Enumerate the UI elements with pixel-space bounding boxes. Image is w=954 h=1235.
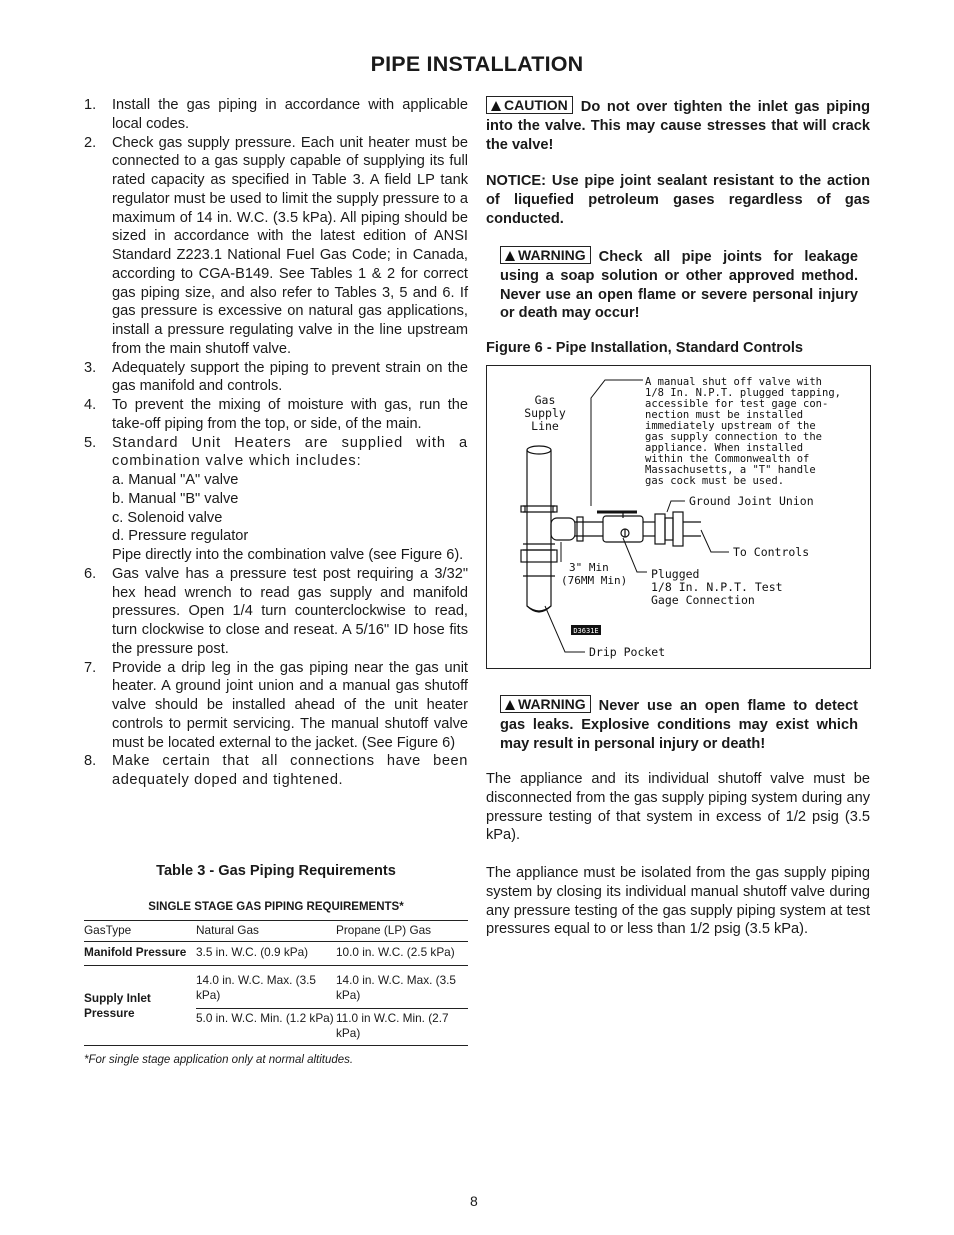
figure-caption: Figure 6 - Pipe Installation, Standard Controls	[486, 340, 804, 356]
table-cell: 10.0 in. W.C. (2.5 kPa)	[336, 942, 468, 966]
table-title: Table 3 - Gas Piping Requirements	[156, 863, 396, 879]
column-header: Propane (LP) Gas	[336, 921, 468, 942]
gas-supply-label: Line	[531, 419, 559, 433]
gas-supply-label: Supply	[524, 406, 566, 420]
svg-text:gas cock must be used.: gas cock must be used.	[645, 475, 785, 487]
warning-block-open-flame: WARNING Never use an open flame to detect gas leaks. Explosive conditions may exist which may result in personal injury or death!	[500, 696, 858, 752]
list-item: 7. Provide a drip leg in the gas piping near the gas unit heater. A ground joint union and a manual gas shutoff valve should be installed ahead of the unit heater controls to permit servicing. The manual shutoff valve must be located external to the jacket. (See Figure 6)	[84, 659, 468, 751]
diagram-drawing	[487, 366, 870, 668]
page-title: PIPE INSTALLATION	[370, 52, 584, 76]
min-length-label: 3" Min	[569, 561, 609, 574]
list-item: 6. Gas valve has a pressure test post requiring a 3/32" hex head wrench to read gas supply and manifold pressures. Open 1/4 turn counterclockwise to read, turn clockwise to close and reseat. A 5/16" ID hose fits the pressure post.	[84, 565, 468, 657]
column-header: GasType	[84, 921, 196, 942]
caution-block: CAUTION Do not over tighten the inlet gas piping into the valve. This may cause stresses that will crack the valve!	[486, 97, 870, 153]
table-cell: 14.0 in. W.C. Max. (3.5 kPa)	[336, 966, 468, 1009]
sublist-item: d. Pressure regulator	[112, 528, 249, 545]
table-cell: 11.0 in W.C. Min. (2.7 kPa)	[336, 1009, 468, 1046]
list-item: 5. Standard Unit Heaters are supplied with a combination valve which includes:	[84, 434, 468, 470]
svg-text:nection must be installed: nection must be installed	[645, 409, 804, 421]
svg-text:gas supply connection to the: gas supply connection to the	[645, 431, 823, 443]
drip-pocket-label: Drip Pocket	[589, 645, 666, 659]
warning-label: WARNING	[500, 246, 591, 264]
union-leader-line	[667, 501, 685, 512]
nipple-pipe	[551, 517, 603, 541]
sublist-item: c. Solenoid valve	[112, 509, 223, 526]
svg-text:1/8 In. N.P.T. plugged tapping: 1/8 In. N.P.T. plugged tapping,	[645, 387, 841, 399]
warning-block-leakage: WARNING Check all pipe joints for leakage using a soap solution or other approved method. Never use an open flame or severe personal injury or death may occur!	[500, 247, 858, 322]
sublist-item: a. Manual "A" valve	[112, 472, 239, 488]
figure-code: D3631E	[573, 627, 599, 635]
warning-label: WARNING	[500, 695, 591, 713]
table-cell: 14.0 in. W.C. Max. (3.5 kPa)	[196, 966, 336, 1009]
table-footnote: *For single stage application only at normal altitudes.	[84, 1054, 354, 1066]
list-item: 3. Adequately support the piping to prevent strain on the gas manifold and controls.	[84, 359, 468, 395]
list-item: 8. Make certain that all connections have been adequately doped and tightened.	[84, 753, 468, 788]
sublist-item: Pipe directly into the combination valve (see Figure 6).	[112, 547, 464, 563]
plugged-tapping-label: 1/8 In. N.P.T. Test	[651, 580, 783, 594]
pipe-installation-diagram	[486, 365, 871, 669]
column-header: Natural Gas	[196, 921, 336, 942]
valve-components	[84, 471, 468, 565]
ground-joint-union-label: Ground Joint Union	[689, 494, 814, 508]
sublist-item: b. Manual "B" valve	[112, 490, 239, 507]
plugged-tapping-label: Plugged	[651, 567, 700, 581]
svg-text:Massachusetts, a "T" handle: Massachusetts, a "T" handle	[645, 464, 816, 476]
svg-text:within the Commonwealth of: within the Commonwealth of	[645, 453, 810, 465]
table-header-row	[84, 921, 468, 942]
ground-joint-union	[643, 512, 701, 546]
row-label: Supply Inlet Pressure	[84, 966, 196, 1046]
to-controls-label: To Controls	[733, 545, 810, 559]
isolation-paragraph: The appliance must be isolated from the gas supply piping system by closing its individual manual shutoff valve during any pressure testing of the gas supply piping system at test pressures equal to or less than 1/2 psig (3.5 kPa).	[486, 865, 870, 938]
table-subtitle: SINGLE STAGE GAS PIPING REQUIREMENTS*	[148, 901, 404, 913]
list-item: 2. Check gas supply pressure. Each unit heater must be connected to a gas supply capable of supplying its full rated capacity as specified in Table 3. A field LP tank regulator must be used to limit the supply pressure to a maximum of 14 in. W.C. (3.5 kPa). All piping should be sized in accordance with the latest edition of ANSI Standard Z223.1 National Fuel Gas Code; in Canada, according to CGA-B149. See Tables 1 & 2 for correct gas piping size, and also refer to Tables 3, 5 and 6. If gas pressure is excessive on natural gas applications, install a pressure regulating valve in the line upstream from the main shutoff valve.	[84, 134, 468, 357]
plugged-tapping-label: Gage Connection	[651, 593, 755, 607]
table-cell: 5.0 in. W.C. Min. (1.2 kPa)	[196, 1009, 336, 1046]
page-number: 8	[470, 1193, 478, 1209]
list-item: 4. To prevent the mixing of moisture with gas, run the take-off piping from the top, or side, of the main.	[84, 397, 468, 432]
installation-steps	[84, 96, 468, 790]
gas-piping-table	[84, 920, 468, 1046]
notice-text: NOTICE: Use pipe joint sealant resistant to the action of liquefied petroleum gases regardless of gas conducted.	[486, 173, 870, 227]
pressure-test-paragraph: The appliance and its individual shutoff valve must be disconnected from the gas supply piping system during any pressure testing of that system in excess of 1/2 psig (3.5 kPa).	[486, 771, 870, 844]
note-leader-line	[591, 380, 643, 506]
min-length-label: (76MM Min)	[561, 574, 628, 587]
row-label: Manifold Pressure	[84, 942, 196, 966]
shutoff-valve-note	[645, 376, 841, 487]
controls-leader-line	[701, 530, 729, 552]
shutoff-valve	[597, 512, 643, 542]
table-row	[84, 942, 468, 966]
plugged-leader-line	[623, 538, 647, 572]
caution-label: CAUTION	[486, 96, 573, 114]
svg-text:immediately upstream of the: immediately upstream of the	[645, 420, 816, 432]
gas-supply-label: Gas	[534, 393, 556, 407]
svg-text:A manual shut off valve with: A manual shut off valve with	[645, 376, 823, 388]
warning-triangle-icon	[505, 251, 515, 261]
table-cell: 3.5 in. W.C. (0.9 kPa)	[196, 942, 336, 966]
svg-text:appliance. When installed: appliance. When installed	[645, 442, 804, 454]
list-item: 1. Install the gas piping in accordance with applicable local codes.	[84, 97, 468, 132]
warning-triangle-icon	[505, 700, 515, 710]
svg-text:accessible for test gage con-: accessible for test gage con-	[645, 398, 829, 410]
table-row	[84, 966, 468, 1009]
warning-triangle-icon	[491, 101, 501, 111]
